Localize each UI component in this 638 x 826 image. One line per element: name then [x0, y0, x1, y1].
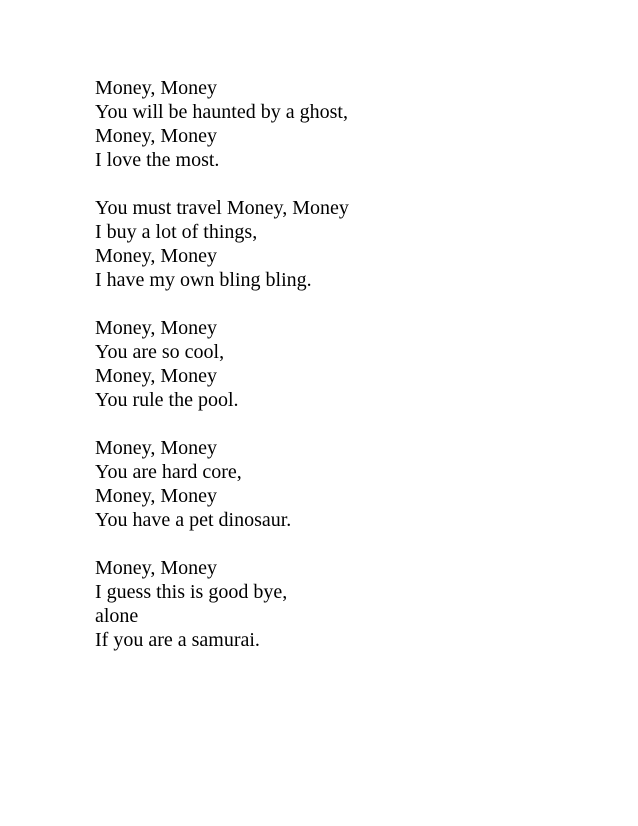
poem-line: If you are a samurai.: [95, 629, 260, 651]
poem-line: You are so cool,: [95, 341, 225, 363]
poem-line: Money, Money: [95, 437, 218, 459]
stanza-2: [95, 196, 595, 292]
poem-line: I guess this is good bye,: [95, 581, 288, 603]
poem-line: You must travel Money, Money: [95, 197, 349, 219]
poem-line: You will be haunted by a ghost,: [95, 101, 348, 123]
poem-line: Money, Money: [95, 557, 218, 579]
poem-line: Money, Money: [95, 125, 218, 147]
stanza-5: [95, 556, 595, 652]
stanza-3: [95, 316, 595, 412]
stanza-1: [95, 76, 595, 172]
poem-line: Money, Money: [95, 317, 218, 339]
poem-body: [95, 76, 595, 676]
poem-line: Money, Money: [95, 485, 218, 507]
poem-line: I love the most.: [95, 149, 220, 171]
stanza-4: [95, 436, 595, 532]
poem-line: You have a pet dinosaur.: [95, 509, 292, 531]
poem-line: You are hard core,: [95, 461, 242, 483]
poem-line: You rule the pool.: [95, 389, 239, 411]
poem-line: Money, Money: [95, 245, 218, 267]
poem-line: Money, Money: [95, 77, 218, 99]
poem-line: I have my own bling bling.: [95, 269, 312, 291]
poem-line: Money, Money: [95, 365, 218, 387]
poem-line: I buy a lot of things,: [95, 221, 258, 243]
poem-line: alone: [95, 605, 139, 627]
